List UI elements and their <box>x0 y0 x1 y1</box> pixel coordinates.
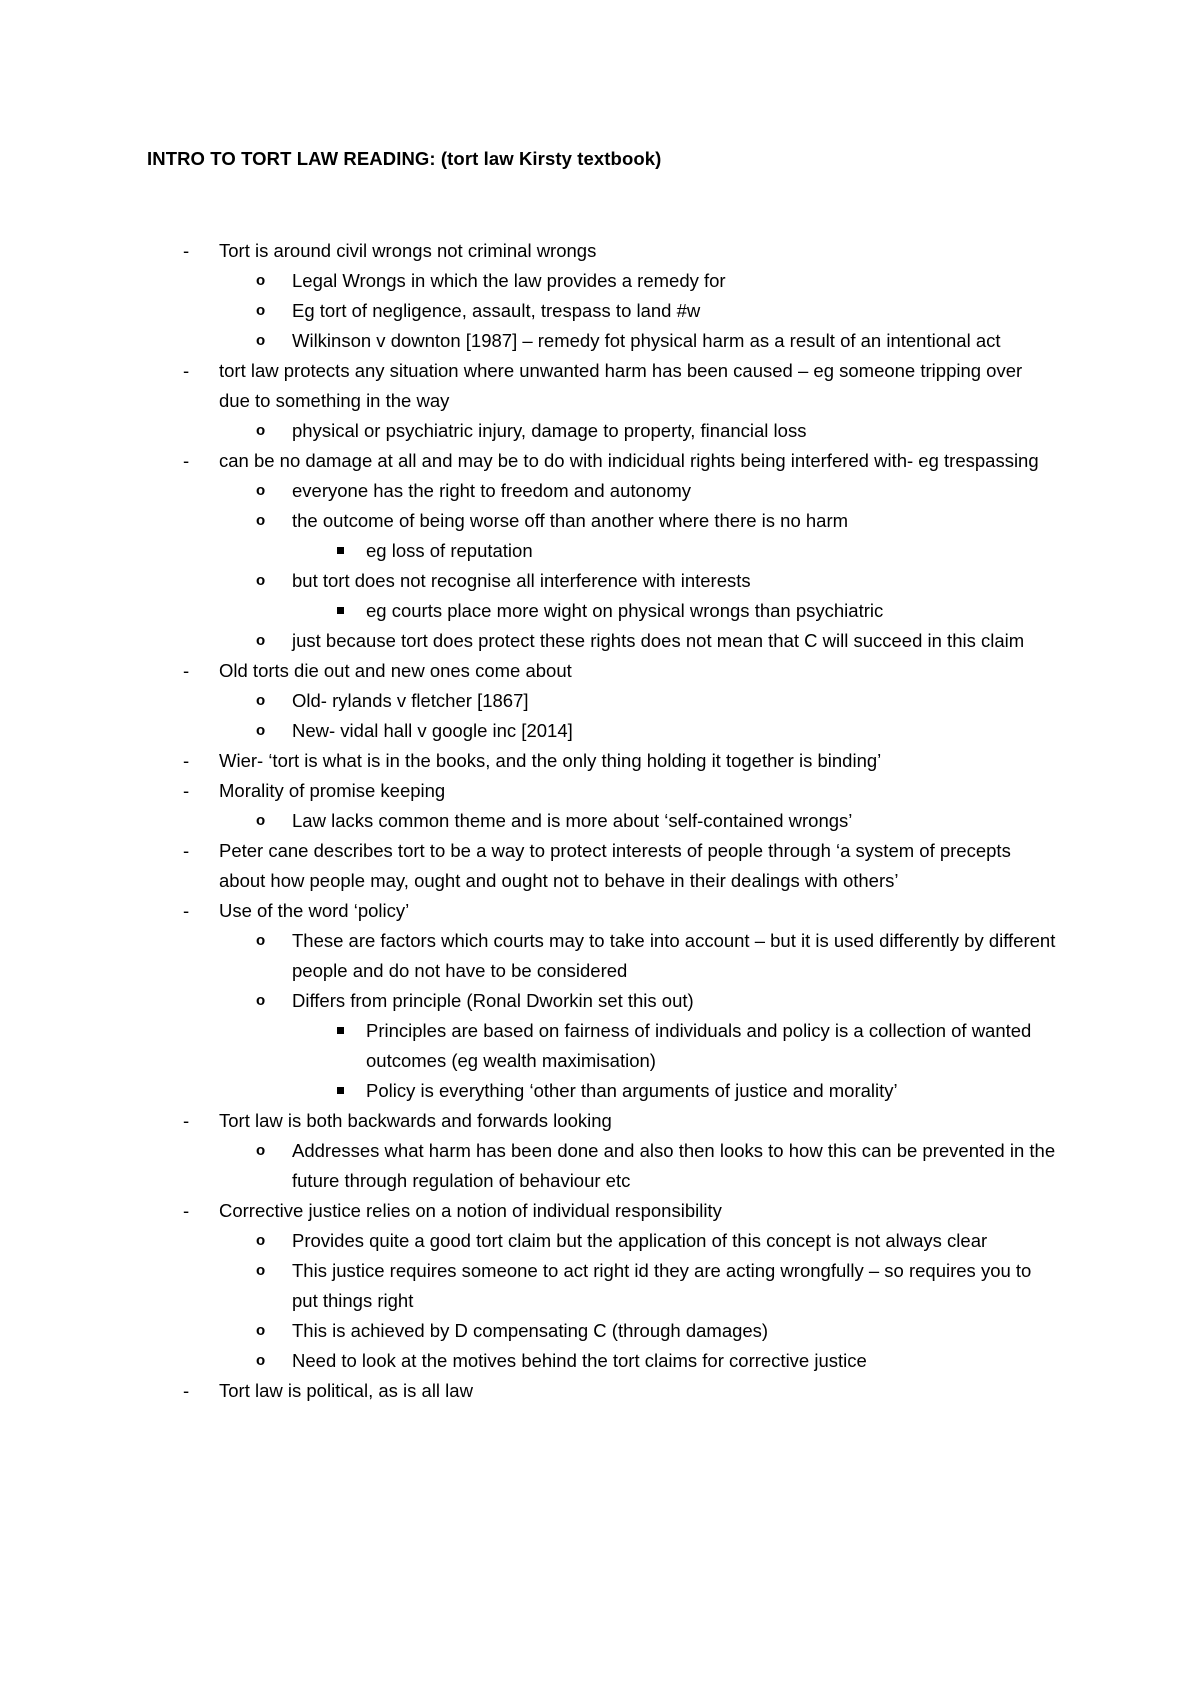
notes-list <box>0 236 1200 1406</box>
circle-bullet: o <box>256 572 266 589</box>
list-item-text: Addresses what harm has been done and also then looks to how this can be prevented in the future through regulation of behaviour etc <box>292 1140 1056 1191</box>
list-item <box>0 716 1200 746</box>
list-item <box>0 536 1200 566</box>
list-item <box>0 326 1200 356</box>
square-bullet-icon <box>337 607 344 614</box>
list-item <box>0 626 1200 656</box>
list-item <box>0 476 1200 506</box>
circle-bullet: o <box>256 272 266 289</box>
list-item <box>0 986 1200 1016</box>
list-item <box>0 596 1200 626</box>
list-item <box>0 686 1200 716</box>
list-item <box>0 896 1200 926</box>
list-item <box>0 506 1200 536</box>
list-item <box>0 1226 1200 1256</box>
list-item <box>0 806 1200 836</box>
dash-bullet: - <box>183 750 190 771</box>
circle-bullet: o <box>256 932 266 949</box>
circle-bullet: o <box>256 992 266 1009</box>
list-item <box>0 656 1200 686</box>
list-item-text: but tort does not recognise all interference with interests <box>292 570 751 591</box>
square-bullet-icon <box>337 1027 344 1034</box>
list-item-text: Wier- ‘tort is what is in the books, and the only thing holding it together is binding’ <box>219 750 882 771</box>
list-item-text: everyone has the right to freedom and autonomy <box>292 480 692 501</box>
circle-bullet: o <box>256 722 266 739</box>
list-item-text: Tort is around civil wrongs not criminal wrongs <box>219 240 597 261</box>
circle-bullet: o <box>256 332 266 349</box>
circle-bullet: o <box>256 512 266 529</box>
list-item-text: New- vidal hall v google inc [2014] <box>292 720 573 741</box>
dash-bullet: - <box>183 660 190 681</box>
list-item-text: Policy is everything ‘other than arguments of justice and morality’ <box>366 1080 898 1101</box>
circle-bullet: o <box>256 482 266 499</box>
square-bullet-icon <box>337 547 344 554</box>
list-item-text: Eg tort of negligence, assault, trespass to land #w <box>292 300 701 321</box>
dash-bullet: - <box>183 900 190 921</box>
circle-bullet: o <box>256 302 266 319</box>
list-item <box>0 446 1200 476</box>
list-item <box>0 926 1200 986</box>
list-item-text: Peter cane describes tort to be a way to protect interests of people through ‘a system of precepts about how people may, ought and ought not to behave in their dealings with others’ <box>219 840 1011 891</box>
circle-bullet: o <box>256 422 266 439</box>
list-item-text: the outcome of being worse off than another where there is no harm <box>292 510 849 531</box>
list-item <box>0 1076 1200 1106</box>
list-item <box>0 566 1200 596</box>
square-bullet-icon <box>337 1087 344 1094</box>
circle-bullet: o <box>256 1352 266 1369</box>
list-item-text: Tort law is both backwards and forwards looking <box>219 1110 612 1131</box>
dash-bullet: - <box>183 450 190 471</box>
list-item <box>0 776 1200 806</box>
circle-bullet: o <box>256 632 266 649</box>
list-item-text: Corrective justice relies on a notion of individual responsibility <box>219 1200 722 1221</box>
list-item-text: Law lacks common theme and is more about ‘self-contained wrongs’ <box>292 810 853 831</box>
list-item <box>0 1016 1200 1076</box>
dash-bullet: - <box>183 1200 190 1221</box>
list-item <box>0 1346 1200 1376</box>
list-item-text: tort law protects any situation where unwanted harm has been caused – eg someone tripping over due to something in the way <box>219 360 1023 411</box>
dash-bullet: - <box>183 780 190 801</box>
list-item-text: This justice requires someone to act right id they are acting wrongfully – so requires you to put things right <box>292 1260 1032 1311</box>
list-item <box>0 1256 1200 1316</box>
list-item-text: Wilkinson v downton [1987] – remedy fot physical harm as a result of an intentional act <box>292 330 1001 351</box>
list-item <box>0 356 1200 416</box>
list-item <box>0 296 1200 326</box>
circle-bullet: o <box>256 1322 266 1339</box>
dash-bullet: - <box>183 360 190 381</box>
list-item <box>0 746 1200 776</box>
list-item-text: Legal Wrongs in which the law provides a remedy for <box>292 270 726 291</box>
list-item-text: Old- rylands v fletcher [1867] <box>292 690 529 711</box>
circle-bullet: o <box>256 692 266 709</box>
list-item-text: Old torts die out and new ones come about <box>219 660 572 681</box>
list-item-text: Need to look at the motives behind the tort claims for corrective justice <box>292 1350 867 1371</box>
list-item-text: This is achieved by D compensating C (through damages) <box>292 1320 769 1341</box>
list-item-text: Principles are based on fairness of individuals and policy is a collection of wanted outcomes (eg wealth maximisation) <box>366 1020 1032 1071</box>
list-item <box>0 836 1200 896</box>
list-item-text: eg courts place more wight on physical wrongs than psychiatric <box>366 600 884 621</box>
list-item-text: just because tort does protect these rights does not mean that C will succeed in this claim <box>292 630 1025 651</box>
list-item-text: These are factors which courts may to take into account – but it is used differently by different people and do not have to be considered <box>292 930 1056 981</box>
list-item-text: Morality of promise keeping <box>219 780 446 801</box>
list-item-text: eg loss of reputation <box>366 540 533 561</box>
dash-bullet: - <box>183 1380 190 1401</box>
dash-bullet: - <box>183 840 190 861</box>
list-item-text: Tort law is political, as is all law <box>219 1380 473 1401</box>
list-item-text: Differs from principle (Ronal Dworkin set this out) <box>292 990 694 1011</box>
list-item-text: Provides quite a good tort claim but the application of this concept is not always clear <box>292 1230 988 1251</box>
list-item <box>0 1106 1200 1136</box>
page-title: INTRO TO TORT LAW READING: (tort law Kirsty textbook) <box>147 148 662 169</box>
list-item-text: can be no damage at all and may be to do with indicidual rights being interfered with- eg trespassing <box>219 450 1039 471</box>
list-item-text: physical or psychiatric injury, damage to property, financial loss <box>292 420 807 441</box>
dash-bullet: - <box>183 240 190 261</box>
circle-bullet: o <box>256 1232 266 1249</box>
list-item <box>0 266 1200 296</box>
circle-bullet: o <box>256 1142 266 1159</box>
list-item <box>0 1136 1200 1196</box>
circle-bullet: o <box>256 1262 266 1279</box>
list-item <box>0 1376 1200 1406</box>
list-item-text: Use of the word ‘policy’ <box>219 900 410 921</box>
list-item <box>0 236 1200 266</box>
list-item <box>0 416 1200 446</box>
list-item <box>0 1316 1200 1346</box>
dash-bullet: - <box>183 1110 190 1131</box>
list-item <box>0 1196 1200 1226</box>
circle-bullet: o <box>256 812 266 829</box>
